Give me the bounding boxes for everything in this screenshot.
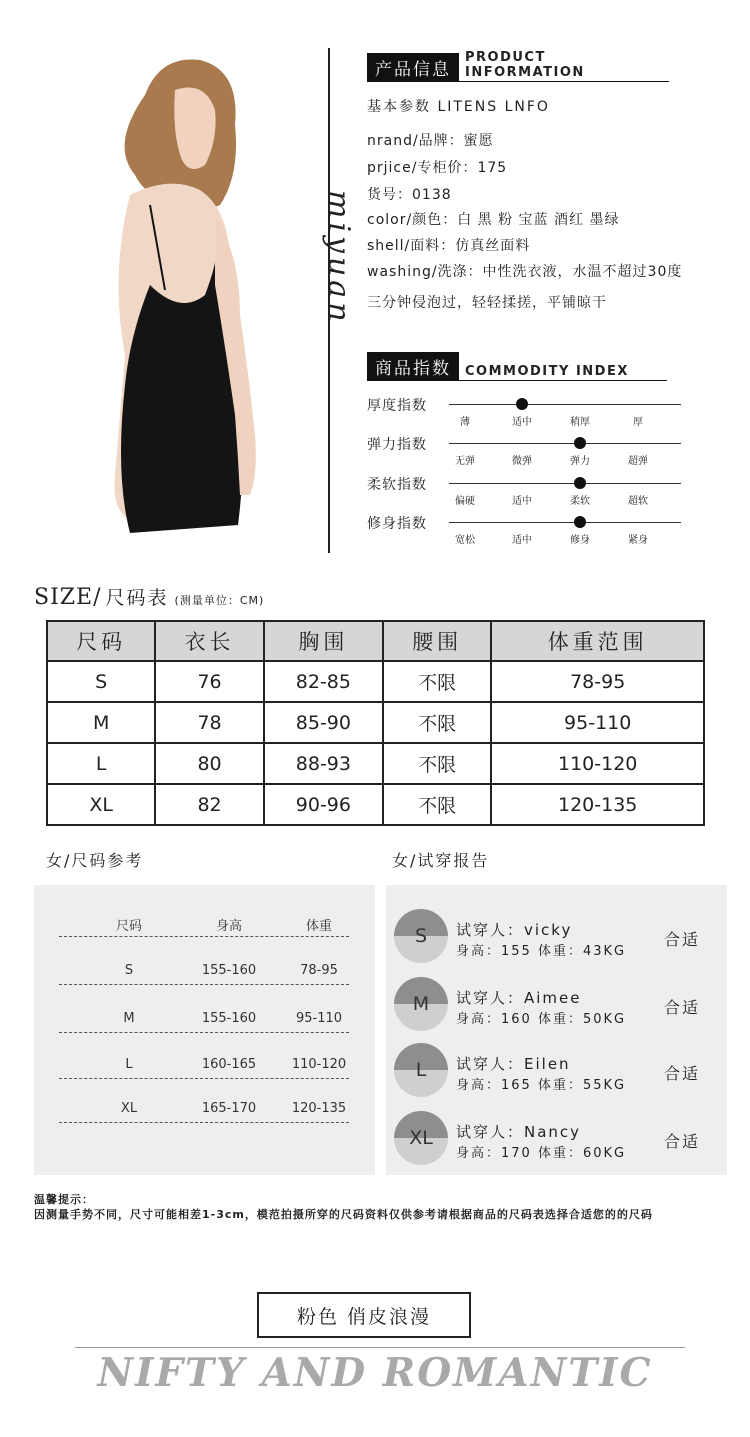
size-table-row xyxy=(47,784,704,825)
index-label: 弹力指数 xyxy=(367,437,427,453)
tagline-divider xyxy=(75,1347,685,1348)
size-table-row xyxy=(47,661,704,702)
size-table-header: 衣长 xyxy=(155,621,263,661)
index-label: 柔软指数 xyxy=(367,477,427,493)
tester-stats: 身高：165 体重：55KG xyxy=(456,1078,627,1093)
fit-report-item xyxy=(394,975,724,1035)
size-table-header: 体重范围 xyxy=(491,621,704,661)
reference-header-row xyxy=(59,913,349,937)
basic-params-title: 基本参数 LITENS LNFO xyxy=(367,99,550,115)
size-table-cell: L xyxy=(47,743,155,784)
fit-report-title: 女/试穿报告 xyxy=(392,851,490,870)
size-table-cell: 120-135 xyxy=(491,784,704,825)
index-label: 修身指数 xyxy=(367,516,427,532)
index-marker xyxy=(516,398,528,410)
index-option: 柔软 xyxy=(570,496,590,507)
size-chart-table xyxy=(46,620,705,826)
size-table-cell: 78-95 xyxy=(491,661,704,702)
size-table-cell: 不限 xyxy=(383,702,491,743)
reference-cell: 120-135 xyxy=(291,1101,347,1116)
reference-cell: L xyxy=(125,1057,133,1072)
index-row xyxy=(367,474,687,514)
tester-name: 试穿人：vicky xyxy=(456,921,573,939)
tester-stats: 身高：155 体重：43KG xyxy=(456,944,627,959)
reference-cell: 165-170 xyxy=(201,1101,257,1116)
reference-row xyxy=(59,1099,349,1123)
tester-name: 试穿人：Aimee xyxy=(456,989,582,1007)
tips xyxy=(34,1192,734,1222)
index-marker xyxy=(574,516,586,528)
size-table-cell: 88-93 xyxy=(264,743,383,784)
index-option: 超软 xyxy=(628,496,648,507)
reference-cell: 95-110 xyxy=(295,1011,343,1026)
index-option: 适中 xyxy=(512,417,532,428)
info-color: color/颜色：白 黑 粉 宝蓝 酒红 墨绿 xyxy=(367,212,620,228)
size-table-header-row xyxy=(47,621,704,661)
size-table-cell: 80 xyxy=(155,743,263,784)
reference-cell: 尺码 xyxy=(115,919,142,934)
index-option: 薄 xyxy=(460,417,470,428)
size-table-cell: 82 xyxy=(155,784,263,825)
index-option: 超弹 xyxy=(628,456,648,467)
size-table-cell: 85-90 xyxy=(264,702,383,743)
index-row xyxy=(367,395,687,435)
fit-result: 合适 xyxy=(664,998,701,1017)
index-option: 修身 xyxy=(570,535,590,546)
index-option: 偏硬 xyxy=(455,496,475,507)
product-info-header-cn: 产品信息 xyxy=(367,53,459,82)
size-table-row xyxy=(47,702,704,743)
size-table-cell: 82-85 xyxy=(264,661,383,702)
index-option: 适中 xyxy=(512,496,532,507)
brand-script: miyuan xyxy=(321,190,356,326)
reference-row xyxy=(59,961,349,985)
product-info-header-en: PRODUCT INFORMATION xyxy=(459,50,669,82)
size-unit: (测量单位：CM) xyxy=(174,594,265,607)
size-table-cell: 不限 xyxy=(383,784,491,825)
size-table-cell: 95-110 xyxy=(491,702,704,743)
index-marker xyxy=(574,437,586,449)
tagline-cn: 粉色 俏皮浪漫 xyxy=(257,1292,471,1338)
index-option: 微弹 xyxy=(512,456,532,467)
fit-report-item xyxy=(394,907,724,967)
size-circle: XL xyxy=(394,1111,448,1165)
fit-result: 合适 xyxy=(664,930,701,949)
reference-cell: S xyxy=(124,963,134,978)
index-option: 宽松 xyxy=(455,535,475,546)
index-marker xyxy=(574,477,586,489)
size-title-cn: 尺码表 xyxy=(105,587,169,609)
size-table-header: 胸围 xyxy=(264,621,383,661)
commodity-index-header-cn: 商品指数 xyxy=(367,352,459,381)
size-table-cell: 78 xyxy=(155,702,263,743)
size-circle: L xyxy=(394,1043,448,1097)
model-photo xyxy=(90,55,275,535)
size-table-cell: M xyxy=(47,702,155,743)
size-table-header: 腰围 xyxy=(383,621,491,661)
reference-cell: 160-165 xyxy=(201,1057,257,1072)
size-table-cell: 不限 xyxy=(383,661,491,702)
tips-title: 温馨提示： xyxy=(34,1193,94,1206)
index-row xyxy=(367,434,687,474)
tester-name: 试穿人：Nancy xyxy=(456,1123,582,1141)
index-option: 厚 xyxy=(633,417,643,428)
tips-text: 因测量手势不同，尺寸可能相差1-3cm，模范拍摄所穿的尺码资料仅供参考请根据商品的尺码表选择合适您的的尺码 xyxy=(34,1208,653,1221)
info-sku: 货号：0138 xyxy=(367,187,452,203)
index-track xyxy=(449,522,681,523)
tagline-en: NIFTY AND ROMANTIC xyxy=(97,1350,653,1396)
fit-result: 合适 xyxy=(664,1064,701,1083)
index-option: 无弹 xyxy=(455,456,475,467)
reference-cell: 78-95 xyxy=(300,963,338,978)
index-track xyxy=(449,404,681,405)
size-reference-title: 女/尺码参考 xyxy=(46,851,144,870)
reference-cell: M xyxy=(123,1011,135,1026)
commodity-index-header xyxy=(367,352,667,381)
reference-cell: 体重 xyxy=(305,919,332,934)
index-row xyxy=(367,513,687,553)
reference-cell: 155-160 xyxy=(201,963,257,978)
size-table-cell: XL xyxy=(47,784,155,825)
size-table-header: 尺码 xyxy=(47,621,155,661)
fit-report-item xyxy=(394,1109,724,1169)
tester-name: 试穿人：Eilen xyxy=(456,1055,571,1073)
size-table-row xyxy=(47,743,704,784)
reference-cell: 110-120 xyxy=(291,1057,347,1072)
commodity-index-header-en: COMMODITY INDEX xyxy=(459,364,667,381)
size-table-cell: 90-96 xyxy=(264,784,383,825)
size-title-en: SIZE/ xyxy=(34,585,102,610)
reference-row xyxy=(59,1009,349,1033)
size-reference-panel xyxy=(34,885,375,1175)
product-info-header xyxy=(367,50,669,82)
size-table-cell: 不限 xyxy=(383,743,491,784)
fit-report-item xyxy=(394,1041,724,1101)
info-washing: washing/洗涤：中性洗衣液，水温不超过30度 xyxy=(367,264,683,280)
index-option: 适中 xyxy=(512,535,532,546)
size-chart-title xyxy=(34,583,264,610)
index-track xyxy=(449,483,681,484)
index-label: 厚度指数 xyxy=(367,398,427,414)
index-option: 紧身 xyxy=(628,535,648,546)
fit-result: 合适 xyxy=(664,1132,701,1151)
size-table-cell: S xyxy=(47,661,155,702)
index-option: 稍厚 xyxy=(570,417,590,428)
info-washing-note: 三分钟侵泡过，轻轻揉搓，平铺晾干 xyxy=(367,295,607,311)
reference-cell: XL xyxy=(120,1101,138,1116)
reference-row xyxy=(59,1055,349,1079)
fit-report-panel xyxy=(386,885,727,1175)
size-table-cell: 110-120 xyxy=(491,743,704,784)
reference-cell: 155-160 xyxy=(201,1011,257,1026)
index-option: 弹力 xyxy=(570,456,590,467)
size-circle: S xyxy=(394,909,448,963)
tester-stats: 身高：170 体重：60KG xyxy=(456,1146,627,1161)
info-price: prjice/专柜价：175 xyxy=(367,160,508,176)
reference-cell: 身高 xyxy=(215,919,242,934)
size-circle: M xyxy=(394,977,448,1031)
info-shell: shell/面料：仿真丝面料 xyxy=(367,238,531,254)
info-brand: nrand/品牌：蜜愿 xyxy=(367,133,494,149)
index-track xyxy=(449,443,681,444)
tester-stats: 身高：160 体重：50KG xyxy=(456,1012,627,1027)
size-table-cell: 76 xyxy=(155,661,263,702)
